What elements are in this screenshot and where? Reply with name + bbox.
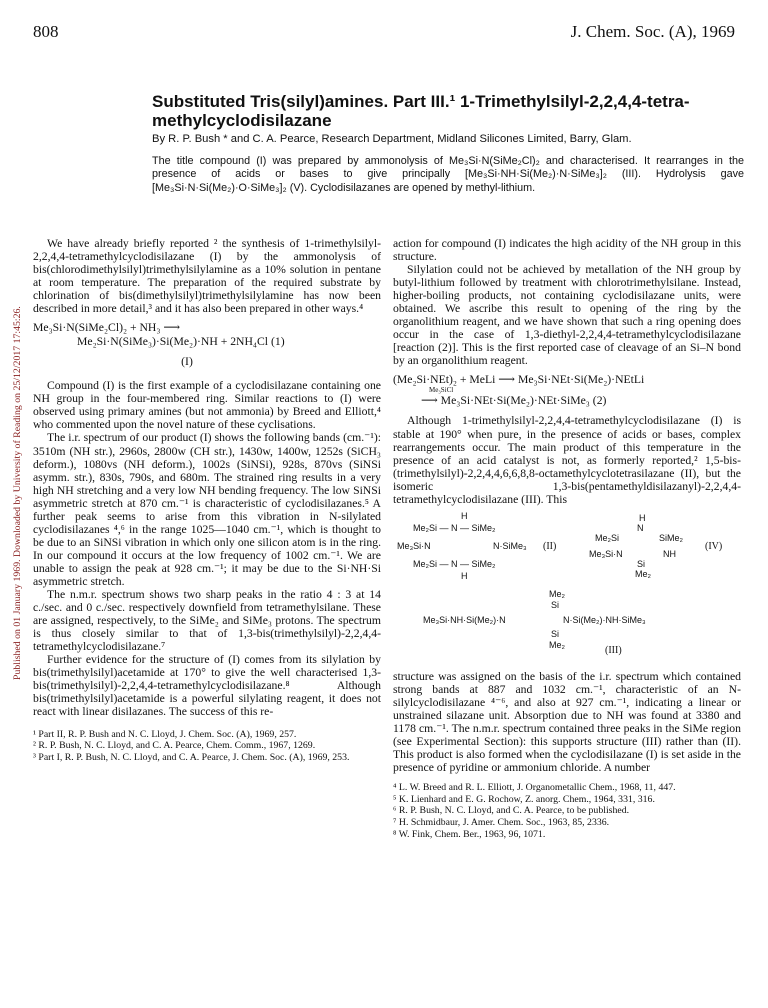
equation-2-line-2: ⟶ Me₃Si·NEt·Si(Me₂)·NEt·SiMe₃ (2)	[421, 394, 607, 408]
equation-1	[33, 321, 381, 369]
footnotes-right	[393, 782, 741, 840]
structure-iii-left: Me₃Si·NH·Si(Me₂)·N	[423, 614, 506, 625]
structure-iv-right: SiMe₂	[659, 532, 683, 543]
structure-ii-left: Me₃Si·N	[397, 540, 431, 551]
paragraph: Compound (I) is the first example of a cyclodisilazane containing one NH group in the four-membered ring. Similar reactions to (I) were observed using primary amines (but not ammonia) by Breed and Elliott,⁴ who commented upon the novel nature of these cyclisations.	[33, 379, 381, 432]
footnote: ⁴ L. W. Breed and R. L. Elliott, J. Organometallic Chem., 1968, 11, 447.	[393, 782, 676, 794]
structure-iv-me: Me₂	[635, 568, 651, 579]
paragraph: Further evidence for the structure of (I) comes from its silylation by bis(trimethylsilyl)acetamide at 170° to give the well characterised 1,3-bis(trimethylsilyl)-2,2,4,4-tetramethylcyclodisilazane.⁸ Although bis(trimethylsilyl)acetamide is a powerful silylating reagent, it does not react with linear disilazanes. The success of this re-	[33, 653, 381, 719]
right-column	[393, 237, 741, 840]
structure-iii-me-bottom: Me₂	[549, 639, 565, 650]
authors: By R. P. Bush * and C. A. Pearce, Research Department, Midland Silicones Limited, Barry, Glam.	[152, 133, 632, 145]
equation-1-line-2: Me₂Si·N(SiMe₃)·Si(Me₂)·NH + 2NH₄Cl (1)	[77, 335, 285, 349]
structure-ii-h-top: H	[461, 510, 468, 521]
paragraph: action for compound (I) indicates the high acidity of the NH group in this structure.	[393, 237, 741, 264]
structure-iv-h: H	[639, 512, 646, 523]
paragraph: structure was assigned on the basis of the i.r. spectrum which contained strong bands at 887 and 1032 cm.⁻¹, characteristic of an N-silylcyclodisilazane ⁴⁻⁶, and also at 927 cm.⁻¹, indicating a linear or unstrained silazane unit. Absorption due to NH was found at 3380 and 1178 cm.⁻¹. The n.m.r. spectrum contained three peaks in the SiMe region (see Experimental Section): this supports structure (III) rather than (II). This product is also formed when the cyclodisilazane (I) is set aside in the presence of pyridine or ammonium chloride. A number	[393, 669, 741, 775]
structure-diagrams	[393, 506, 741, 670]
paragraph: Although 1-trimethylsilyl-2,2,4,4-tetramethylcyclodisilazane (I) is stable at 190° when pure, in the presence of acids or bases, complex rearrangements occur. The main product of this temperature in the presence of an acid catalyst is not, as formerly reported,² 1,5-bis-(trimethylsilyl)-2,2,4,4,6,6,8,8-octamethylcyclotetrasilazane (II), but the isomeric 1,3-bis(pentamethyldisilazanyl)-2,2,4,4-tetramethylcyclodisilazane (III). This	[393, 414, 741, 506]
title-line-2: methylcyclodisilazane	[152, 111, 332, 130]
structure-iv-left: Me₂Si	[595, 532, 619, 543]
footnote: ⁵ K. Lienhard and E. G. Rochow, Z. anorg. Chem., 1964, 331, 316.	[393, 793, 655, 805]
page-number: 808	[33, 22, 59, 41]
structure-iii-right: N·Si(Me₂)·NH·SiMe₃	[563, 614, 646, 625]
paragraph: Silylation could not be achieved by metallation of the NH group by butyl-lithium followed by treatment with chlorotrimethylsilane. Instead, higher-boiling products, not containing cyclodisilazane units, were obtained. We ascribe this result to opening of the ring by the organolithium reagent, and we have shown that such a ring opening does occur in the case of 1,3-diethyl-2,2,4,4-tetramethylcyclodisilazane [reaction (2)]. This is the first reported case of cleavage of an Si–N bond by an organolithium reagent.	[393, 263, 741, 368]
structure-ii-right: N·SiMe₃	[493, 540, 527, 551]
title-line-1: Substituted Tris(silyl)amines. Part III.¹ 1-Trimethylsilyl-2,2,4,4-tetra-	[152, 92, 690, 111]
equation-1-line-1: Me₃Si·N(SiMe₂Cl)₂ + NH₃ ⟶	[33, 321, 181, 335]
equation-1-label: (I)	[181, 355, 193, 369]
equation-2-reagent: Me₃SiCl	[429, 386, 454, 395]
footnote: ¹ Part II, R. P. Bush and N. C. Lloyd, J. Chem. Soc. (A), 1969, 257.	[33, 728, 297, 740]
footnote: ⁸ W. Fink, Chem. Ber., 1963, 96, 1071.	[393, 828, 546, 840]
abstract: The title compound (I) was prepared by ammonolysis of Me₃Si·N(SiMe₂Cl)₂ and characterised. It rearranges in the presence of acids or bases to give principally [Me₃Si·NH·Si(Me₂)·N·SiMe₃]₂ (III). Hydrolysis gave [Me₃Si·N·Si(Me₂)·O·SiMe₃]₂ (V). Cyclodisilazanes are opened by methyl-lithium.	[152, 155, 744, 194]
structure-iii-si-top: Si	[551, 599, 560, 610]
left-column	[33, 237, 381, 763]
structure-iv-bottom-left: Me₃Si·N	[589, 548, 623, 559]
structure-ii-row-1: Me₂Si — N — SiMe₂	[413, 522, 496, 533]
structure-iv-bottom-right: NH	[663, 548, 676, 559]
paragraph: The n.m.r. spectrum shows two sharp peaks in the ratio 4 : 3 at 14 c./sec. and 0 c./sec. respectively downfield from tetramethylsilane. These are assigned, respectively, to the SiMe₂ and SiMe₃ protons. The spectrum is thus closely similar to that of 1,3-bis(trimethylsilyl)-2,2,4,4-tetramethylcyclodisilazane.⁷	[33, 588, 381, 654]
structure-iii-si-bottom: Si	[551, 628, 560, 639]
structure-iv-label: (IV)	[705, 540, 723, 552]
equation-2	[393, 373, 741, 408]
paragraph: We have already briefly reported ² the synthesis of 1-trimethylsilyl-2,2,4,4-tetramethylcyclodisilazane (I) by the ammonolysis of bis(chlorodimethylsilyl)trimethylsilylamine as a 10% solution in pentane at room temperature. The preparation of the required substrate by chlorination of bis(dimethylsilyl)trimethylsilylamine has now been described in more detail,³ and it has also been prepared in other ways.⁴	[33, 237, 381, 316]
download-notice-text: Published on 01 January 1969. Downloaded by University of Reading on 25/12/2017 17:45:26.	[12, 306, 23, 680]
structure-ii-h-bottom: H	[461, 570, 468, 581]
download-notice	[2, 200, 22, 680]
footnote: ⁶ R. P. Bush, N. C. Lloyd, and C. A. Pearce, to be published.	[393, 805, 630, 817]
footnotes-left	[33, 729, 381, 764]
structure-iv-n: N	[637, 522, 644, 533]
journal-header: J. Chem. Soc. (A), 1969	[570, 22, 735, 41]
equation-2-line-1: (Me₂Si·NEt)₂ + MeLi ⟶ Me₃Si·NEt·Si(Me₂)·NEtLi	[393, 373, 645, 387]
paragraph: The i.r. spectrum of our product (I) shows the following bands (cm.⁻¹): 3510m (NH str.), 2960s, 2800w (CH str.), 1430w, 1400w, 1252s (SiCH₃ deform.), 1080vs (NH deform.), 1002s (SiNSi), 928s, 870vs (SiNSi asymm. str.), 830s, 790s, and 680m. The strained ring results in a very high NH stretching and a very low NH bending frequency. The low SiNSi asymmetric stretch at 870 cm.⁻¹ is characteristic of cyclodisilazanes.⁵ A further peak seems to arise from this vibration in N-silylated cyclodisilazanes ⁴,⁶ in the range 1025—1040 cm.⁻¹, which is thought to be due to an SiNSi vibration in which only one silicon atom is in the ring. In our compound it occurs at the low frequency of 1002 cm.⁻¹. We are unable to assign the peak at 928 cm.⁻¹; it may be due to the Si·NH·Si asymmetric stretch.	[33, 431, 381, 588]
footnote: ² R. P. Bush, N. C. Lloyd, and C. A. Pearce, Chem. Comm., 1967, 1269.	[33, 740, 316, 752]
structure-ii-label: (II)	[543, 540, 557, 552]
structure-ii-row-3: Me₂Si — N — SiMe₂	[413, 558, 496, 569]
structure-iv-si: Si	[637, 558, 646, 569]
footnote: ⁷ H. Schmidbaur, J. Amer. Chem. Soc., 1963, 85, 2336.	[393, 816, 610, 828]
footnote: ³ Part I, R. P. Bush, N. C. Lloyd, and C. A. Pearce, J. Chem. Soc. (A), 1969, 253.	[33, 751, 350, 763]
structure-iii-label: (III)	[605, 644, 622, 656]
structure-iii-me-top: Me₂	[549, 588, 565, 599]
article-title	[152, 92, 752, 130]
